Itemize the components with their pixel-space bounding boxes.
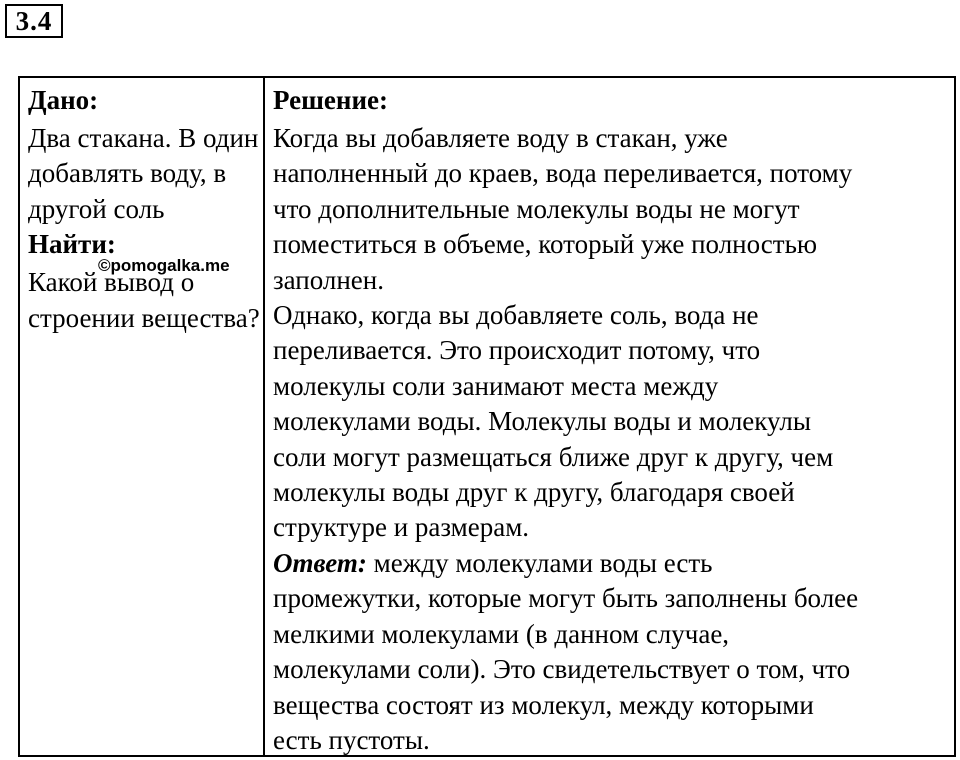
find-heading: Найти: [28, 229, 116, 260]
task-number: 3.4 [5, 4, 63, 38]
solution-line: Когда вы добавляете воду в стакан, уже [273, 123, 728, 153]
solution-heading: Решение: [273, 85, 388, 115]
answer-line: промежутки, которые могут быть заполнены более [273, 583, 859, 614]
solution-line: что дополнительные молекулы воды не могут [273, 193, 800, 224]
answer-label: Ответ: [273, 547, 367, 578]
answer-line: вещества состоят из молекул, между которыми [273, 689, 814, 720]
answer-first-line: между молекулами воды есть [366, 547, 713, 578]
answer-line: мелкими молекулами (в данном случае, [273, 618, 730, 649]
solution-text [273, 121, 954, 758]
solution-line: заполнен. [273, 264, 384, 295]
answer-line: молекулами соли). Это свидетельствует о том, что [273, 654, 851, 685]
answer-line [273, 546, 954, 581]
solution-line: соли могут размещаться ближе друг к другу, чем [273, 441, 834, 472]
solution-line: молекулы соли занимают места между [273, 370, 719, 401]
given-text: Два стакана. В один добавлять воду, в другой соль [28, 123, 259, 224]
solution-line: наполненный до краев, вода переливается, потому [273, 158, 853, 189]
given-heading: Дано: [28, 85, 99, 115]
solution-table [18, 76, 956, 757]
solution-line: Однако, когда вы добавляете соль, вода не [273, 300, 759, 331]
answer-line: есть пустоты. [273, 724, 430, 755]
solution-line: переливается. Это происходит потому, что [273, 335, 761, 366]
watermark: ©pomogalka.me [98, 256, 230, 275]
solution-line: молекулами воды. Молекулы воды и молекулы [273, 406, 811, 437]
solution-line: молекулы воды друг к другу, благодаря своей [273, 477, 795, 508]
given-column [20, 78, 265, 755]
find-text: Какой вывод о строении вещества? [28, 267, 260, 333]
solution-column [265, 78, 954, 755]
solution-line: поместиться в объеме, который уже полностью [273, 229, 818, 260]
solution-line: структуре и размерам. [273, 512, 530, 543]
